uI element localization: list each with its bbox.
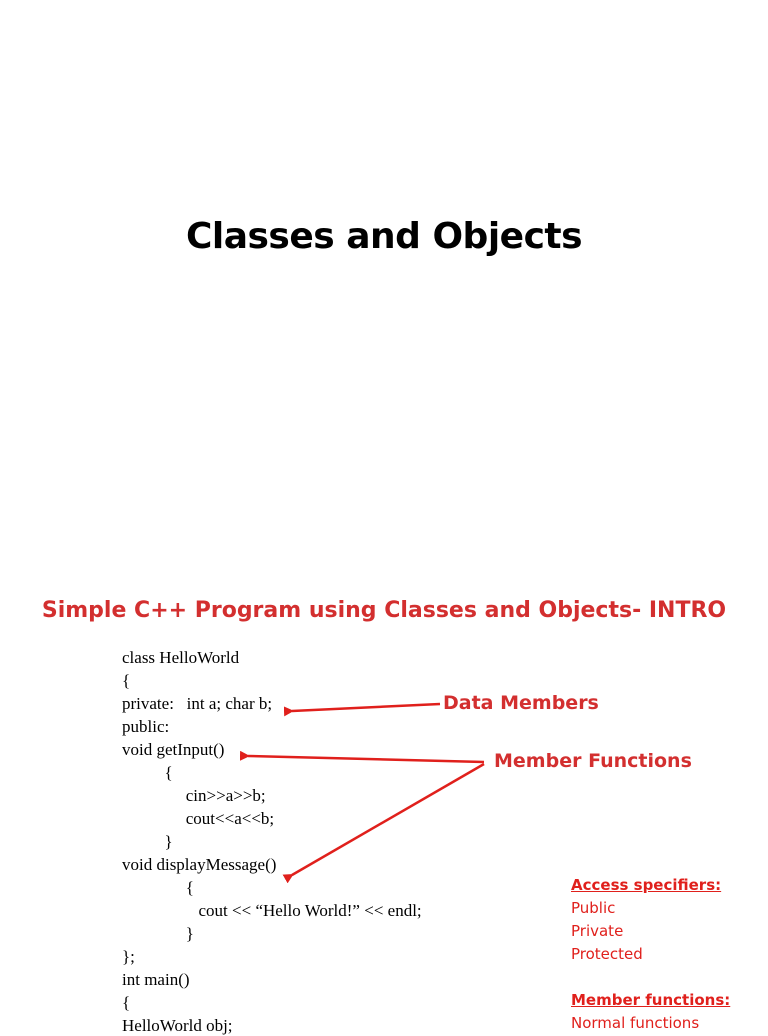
code-line: private: int a; char b; <box>122 694 273 713</box>
code-line: { <box>122 671 131 690</box>
member-function-item: Normal functions <box>571 1014 700 1032</box>
access-specifier-item: Public <box>571 899 616 917</box>
code-line: void displayMessage() <box>122 855 277 874</box>
slide-2-title: Simple C++ Program using Classes and Objects- INTRO <box>41 598 727 623</box>
data-members-label: Data Members <box>443 692 599 714</box>
code-line: int main() <box>122 970 190 989</box>
code-line: cin>>a>>b; <box>122 786 266 805</box>
code-line: } <box>122 924 194 943</box>
code-line: { <box>122 993 131 1012</box>
access-specifiers-heading: Access specifiers: <box>571 876 722 894</box>
code-line: class HelloWorld <box>122 648 240 667</box>
member-function-arrow-2 <box>292 764 484 875</box>
access-specifier-item: Private <box>571 922 624 940</box>
code-line: cout<<a<<b; <box>122 809 275 828</box>
code-line: { <box>122 763 173 782</box>
code-line: { <box>122 878 194 897</box>
code-line: HelloWorld obj; <box>122 1016 233 1035</box>
member-functions-heading: Member functions: <box>571 991 731 1009</box>
access-specifier-item: Protected <box>571 945 643 963</box>
code-line: } <box>122 832 173 851</box>
data-members-arrow <box>292 704 440 711</box>
member-function-arrow-1 <box>248 756 484 762</box>
slide-title: Classes and Objects <box>185 216 583 257</box>
code-line: public: <box>122 717 170 736</box>
code-line: void getInput() <box>122 740 225 759</box>
slide-2 <box>0 576 768 1035</box>
member-functions-label: Member Functions <box>494 750 692 772</box>
code-line: cout << “Hello World!” << endl; <box>122 901 422 920</box>
annotation-arrows <box>0 576 768 1024</box>
code-line: }; <box>122 947 135 966</box>
